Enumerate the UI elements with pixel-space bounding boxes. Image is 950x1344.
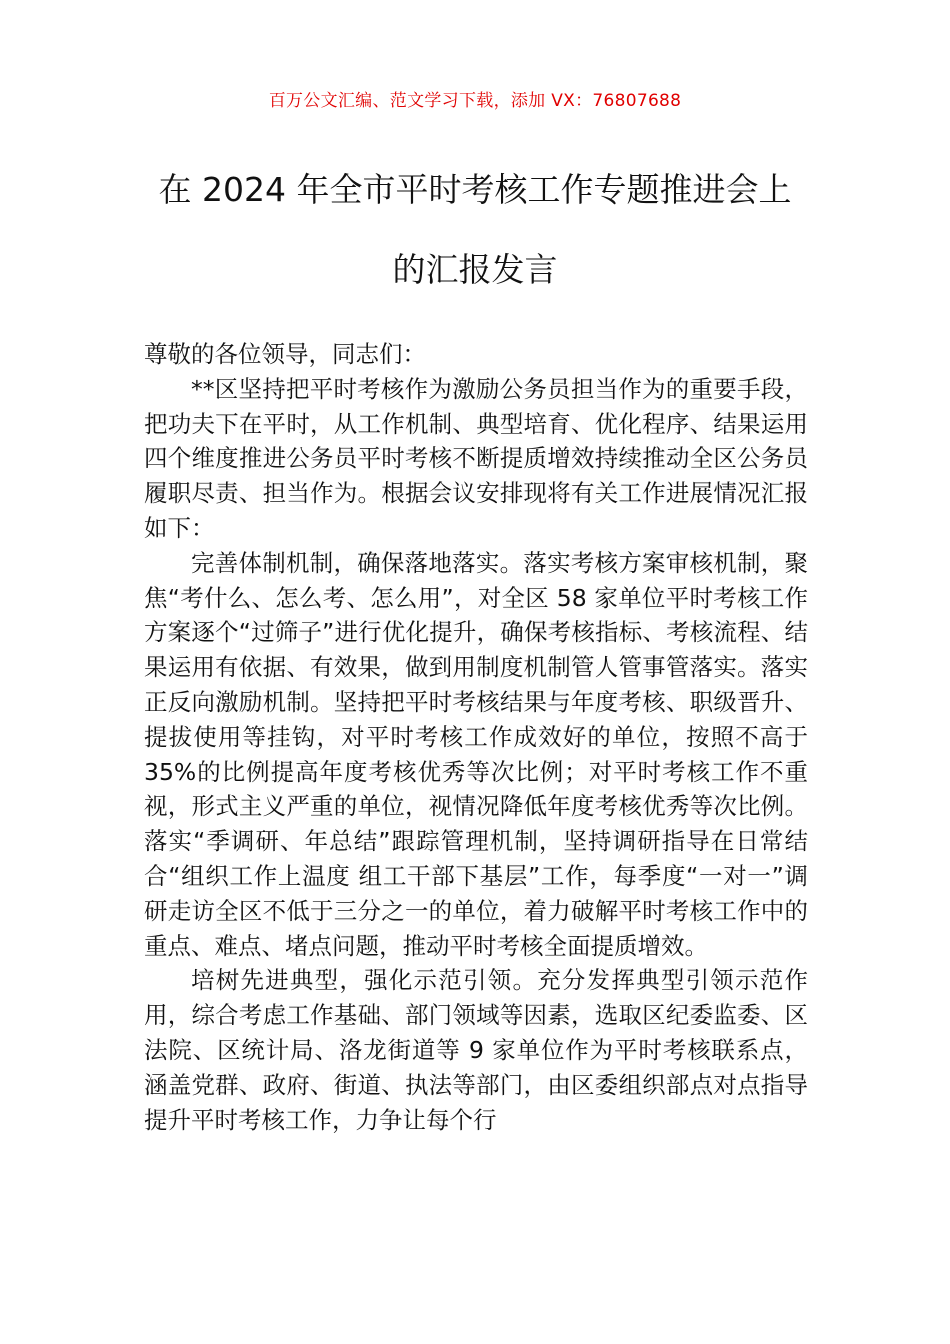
salutation: 尊敬的各位领导，同志们：: [144, 340, 426, 368]
paragraph: **区坚持把平时考核作为激励公务员担当作为的重要手段，把功夫下在平时，从工作机制、典型培育、优化程序、结果运用四个维度推进公务员平时考核不断提质增效持续推动全区公务员履职尽责、担当作为。根据会议安排现将有关工作进展情况汇报如下：: [144, 374, 808, 542]
promo-banner: 百万公文汇编、范文学习下载，添加 VX：76807688: [268, 91, 682, 111]
paragraph: 完善体制机制，确保落地落实。落实考核方案审核机制，聚焦“考什么、怎么考、怎么用”，对全区 58 家单位平时考核工作方案逐个“过筛子”进行优化提升，确保考核指标、考核流程、结果运用有依据、有效果，做到用制度机制管人管事管落实。落实正反向激励机制。坚持把平时考核结果与年度考核、职级晋升、提拔使用等挂钩，对平时考核工作成效好的单位，按照不高于 35%的比例提高年度考核优秀等次比例；对平时考核工作不重视，形式主义严重的单位，视情况降低年度考核优秀等次比例。落实“季调研、年总结”跟踪管理机制，坚持调研指导在日常结合“组织工作上温度 组工干部下基层”工作，每季度“一对一”调研走访全区不低于三分之一的单位，着力破解平时考核工作中的重点、难点、堵点问题，推动平时考核全面提质增效。: [144, 548, 808, 960]
title-line-1: 在 2024 年全市平时考核工作专题推进会上: [158, 170, 792, 209]
title-line-2: 的汇报发言: [392, 250, 558, 289]
paragraph: 培树先进典型，强化示范引领。充分发挥典型引领示范作用，综合考虑工作基础、部门领域等因素，选取区纪委监委、区法院、区统计局、洛龙街道等 9 家单位作为平时考核联系点，涵盖党群、政府、街道、执法等部门，由区委组织部点对点指导提升平时考核工作，力争让每个行: [144, 966, 808, 1134]
document-title: [120, 150, 830, 310]
document-body: [144, 337, 808, 1137]
